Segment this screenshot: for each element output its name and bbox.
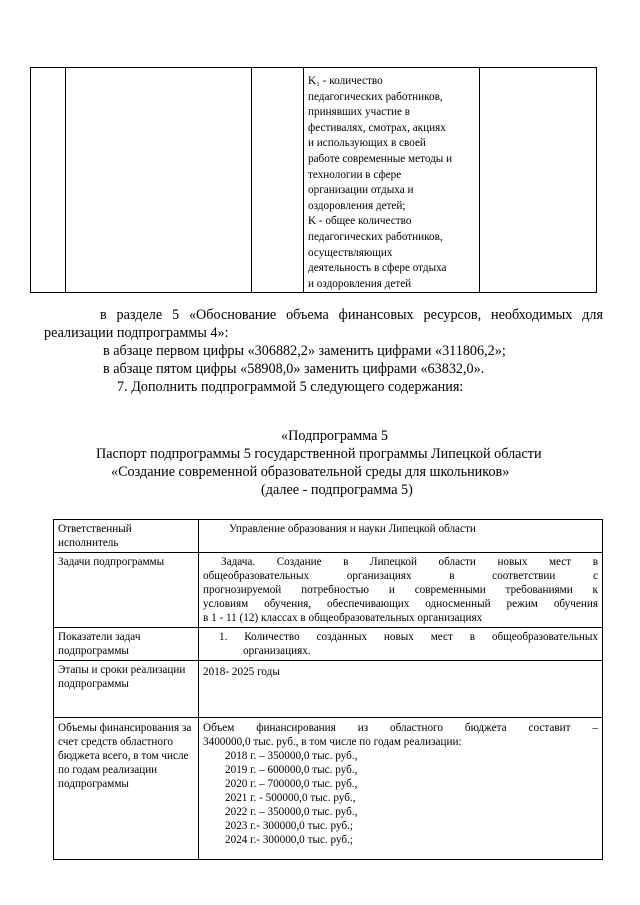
amendment-item-7: 7. Дополнить подпрограммой 5 следующего содержания: — [117, 379, 464, 395]
table-row — [54, 520, 603, 553]
text-line: оздоровления детей; — [308, 199, 406, 212]
indicators-label: Показатели задач подпрограммы — [54, 628, 199, 661]
tasks-label: Задачи подпрограммы — [54, 553, 199, 628]
year-allocation: 2018 г. – 350000,0 тыс. руб., — [225, 750, 358, 762]
volumes-label: Объемы финансирования за счет средств областного бюджета всего, в том числе по годам реализации подпрограммы — [54, 718, 199, 860]
text-line: и использующих в своей — [308, 137, 426, 150]
executor-label: Ответственный исполнитель — [54, 520, 199, 553]
text-line: принявших участие в — [308, 106, 411, 119]
year-allocation: 2024 г.- 300000,0 тыс. руб.; — [225, 834, 354, 846]
year-allocation: 2020 г. – 700000,0 тыс. руб., — [225, 778, 358, 790]
text-line: Объем финансирования из областного бюджета составит – — [203, 722, 598, 734]
subprogram-alias: (далее - подпрограмма 5) — [261, 482, 413, 498]
text-line: организации отдыха и — [308, 184, 414, 197]
text-line: условиям обучения, обеспечивающих односменный режим обучения — [203, 598, 598, 610]
stages-label: Этапы и сроки реализации подпрограммы — [54, 661, 199, 718]
text-line: организациях. — [243, 645, 311, 657]
table-row — [54, 628, 603, 661]
table-row — [54, 718, 603, 860]
year-allocation: 2023 г.- 300000,0 тыс. руб.; — [225, 820, 354, 832]
indicators-value — [199, 628, 603, 661]
table-cell — [66, 68, 252, 293]
passport-heading: Паспорт подпрограммы 5 государственной программы Липецкой области — [96, 446, 542, 462]
text-line: 1. Количество созданных новых мест в общеобразовательных — [219, 631, 598, 643]
text-line: K₁ - количество — [308, 75, 383, 87]
table-cell — [31, 68, 66, 293]
year-allocation: 2019 г. – 600000,0 тыс. руб., — [225, 764, 358, 776]
program-name: «Создание современной образовательной среды для школьников» — [111, 464, 510, 480]
text-line: Задача. Создание в Липецкой области новых мест в — [221, 556, 598, 568]
year-allocation: 2021 г. - 500000,0 тыс. руб., — [225, 792, 356, 804]
text-line: фестивалях, смотрах, акциях — [308, 121, 446, 134]
subprogram-title: «Подпрограмма 5 — [281, 428, 389, 444]
text-line: работе современные методы и — [308, 152, 453, 165]
text-line: 3400000,0 тыс. руб., в том числе по годам реализации: — [203, 736, 462, 748]
text-line: технологии в сфере — [308, 168, 402, 181]
amendment-paragraph-first: в абзаце первом цифры «306882,2» заменить цифрами «311806,2»; — [103, 343, 506, 359]
passport-table — [53, 519, 603, 860]
table-row — [54, 553, 603, 628]
k1-definition-cell — [304, 68, 480, 293]
indicator-table-fragment — [30, 67, 597, 293]
text-line: K - общее количество — [308, 215, 412, 228]
section5-paragraph-line2: реализации подпрограммы 4»: — [44, 325, 229, 341]
text-line: педагогических работников, — [308, 90, 443, 103]
table-row — [54, 661, 603, 718]
text-line: общеобразовательных организациях в соответствии с — [203, 570, 598, 582]
executor-value: Управление образования и науки Липецкой области — [199, 520, 603, 553]
table-cell — [252, 68, 304, 293]
text-line: деятельность в сфере отдыха — [308, 262, 447, 275]
year-allocation: 2022 г. – 350000,0 тыс. руб., — [225, 806, 358, 818]
table-cell — [480, 68, 597, 293]
section5-paragraph-line1: в разделе 5 «Обоснование объема финансовых ресурсов, необходимых для — [100, 307, 603, 323]
stages-value: 2018- 2025 годы — [199, 661, 603, 718]
text-line: и оздоровления детей — [308, 277, 412, 290]
text-line: педагогических работников, — [308, 230, 443, 243]
amendment-paragraph-fifth: в абзаце пятом цифры «58908,0» заменить цифрами «63832,0». — [103, 361, 485, 377]
text-line: в 1 - 11 (12) классах в общеобразовательных организациях — [203, 612, 483, 624]
volumes-value — [199, 718, 603, 860]
text-line: осуществляющих — [308, 246, 393, 259]
text-line: прогнозируемой потребностью и современными требованиями к — [203, 584, 598, 596]
tasks-value — [199, 553, 603, 628]
